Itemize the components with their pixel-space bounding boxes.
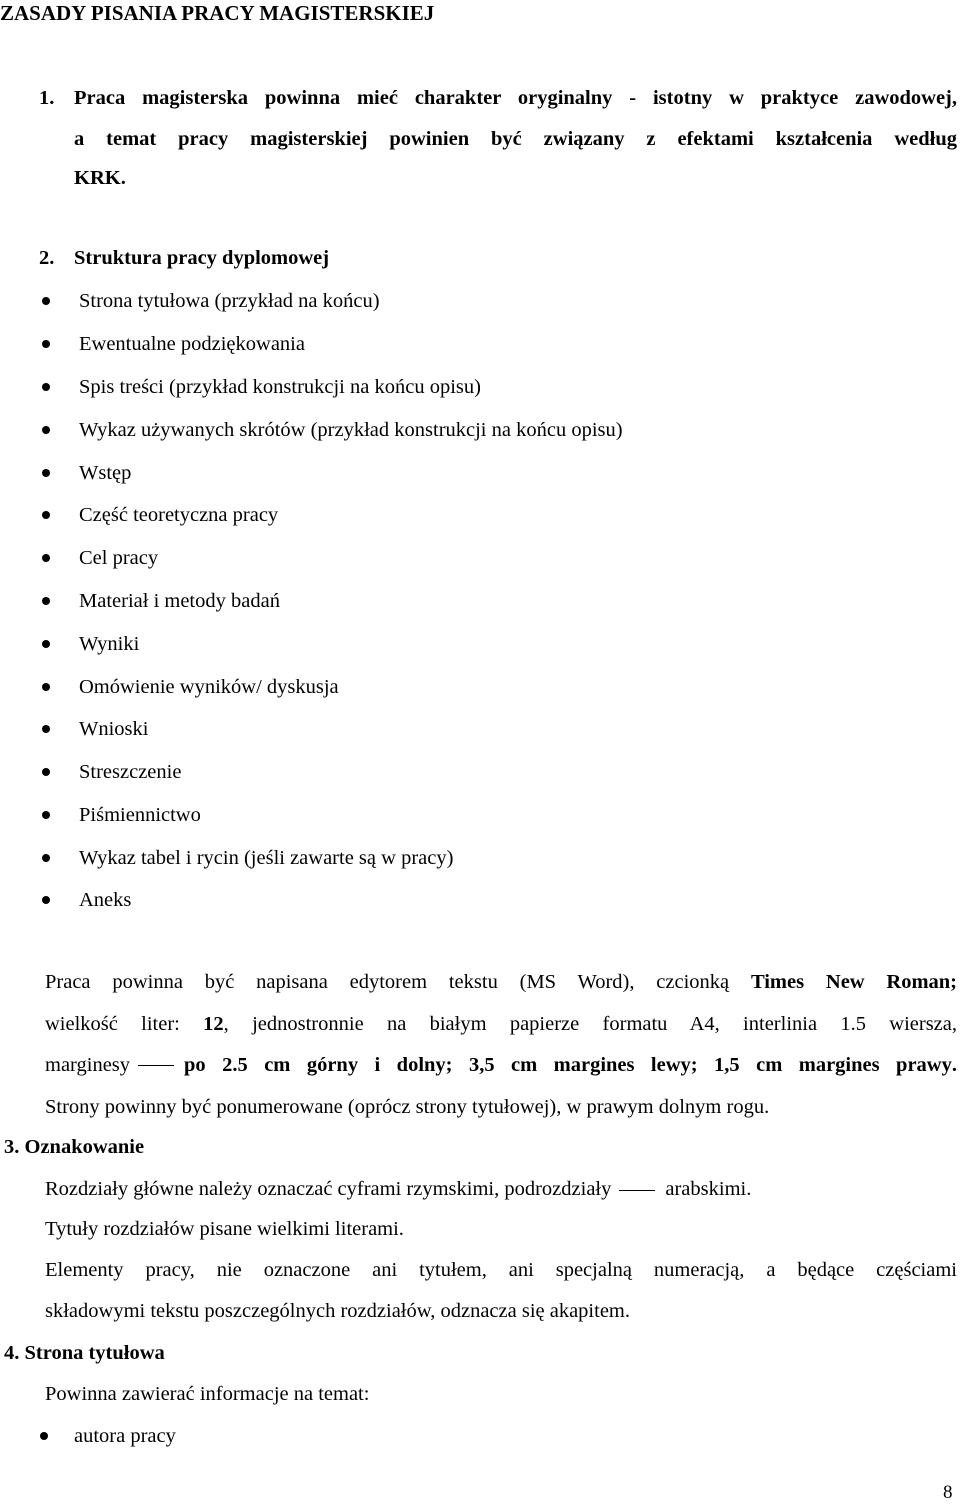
font-size-value: 12: [203, 1013, 224, 1035]
section1-line3: KRK.: [74, 167, 126, 189]
dash-icon: [138, 1065, 174, 1066]
bullet-icon: [42, 297, 50, 305]
document-title: ZASADY PISANIA PRACY MAGISTERSKIEJ: [0, 1, 435, 25]
section1-line1: Praca magisterska powinna mieć charakter oryginalny - istotny w praktyce zawodowej,: [74, 87, 957, 109]
format-para-line4: Strony powinny być ponumerowane (oprócz strony tytułowej), w prawym dolnym rogu.: [45, 1096, 770, 1118]
bullet-icon: [42, 683, 50, 691]
format-para-line3: [45, 1055, 957, 1076]
list-item: Wykaz tabel i rycin (jeśli zawarte są w pracy): [79, 847, 454, 869]
bullet-icon: [42, 597, 50, 605]
section3-line1: [45, 1179, 751, 1200]
list-item: Spis treści (przykład konstrukcji na końcu opisu): [79, 376, 481, 398]
font-name: Times New Roman;: [750, 971, 958, 993]
list-item: Cel pracy: [79, 547, 159, 569]
list-item: Wnioski: [79, 718, 149, 740]
list-item: Część teoretyczna pracy: [79, 504, 279, 526]
section3-line2: Tytuły rozdziałów pisane wielkimi literami.: [45, 1218, 404, 1240]
list-item: Aneks: [79, 889, 132, 911]
section1-number: 1.: [39, 87, 55, 109]
format-text: .: [951, 1054, 957, 1076]
list-item: autora pracy: [74, 1425, 176, 1447]
section3-line4: składowymi tekstu poszczególnych rozdziałów, odznacza się akapitem.: [45, 1300, 630, 1322]
bullet-icon: [42, 340, 50, 348]
bullet-icon: [42, 640, 50, 648]
bullet-icon: [42, 426, 50, 434]
section1-line2: a temat pracy magisterskiej powinien być związany z efektami kształcenia według: [74, 128, 957, 150]
bullet-icon: [42, 511, 50, 519]
list-item: Wyniki: [79, 633, 140, 655]
format-text: Praca powinna być napisana edytorem tekstu (MS Word), czcionką: [45, 971, 730, 993]
format-para-line1: [45, 972, 957, 993]
section3-heading: 3. Oznakowanie: [4, 1136, 145, 1158]
bullet-icon: [40, 1432, 48, 1440]
format-text: marginesy: [45, 1054, 131, 1076]
bullet-icon: [42, 554, 50, 562]
section4-heading: 4. Strona tytułowa: [4, 1342, 165, 1364]
list-item: Omówienie wyników/ dyskusja: [79, 676, 339, 698]
format-para-line2: [45, 1014, 957, 1035]
list-item: Materiał i metody badań: [79, 590, 280, 612]
format-text: wielkość liter:: [45, 1013, 180, 1035]
list-item: Wstęp: [79, 462, 132, 484]
format-text: Rozdziały główne należy oznaczać cyframi rzymskimi, podrozdziały: [45, 1178, 612, 1200]
bullet-icon: [42, 854, 50, 862]
list-item: Strona tytułowa (przykład na końcu): [79, 290, 380, 312]
section3-line3: Elementy pracy, nie oznaczone ani tytułem, ani specjalną numeracją, a będące częściami: [45, 1259, 957, 1281]
list-item: Wykaz używanych skrótów (przykład konstrukcji na końcu opisu): [79, 419, 623, 441]
list-item: Ewentualne podziękowania: [79, 333, 305, 355]
section2-heading: Struktura pracy dyplomowej: [74, 247, 330, 269]
page-number: 8: [943, 1482, 953, 1503]
bullet-icon: [42, 469, 50, 477]
bullet-icon: [42, 811, 50, 819]
margins-value: po 2.5 cm górny i dolny; 3,5 cm margines lewy; 1,5 cm margines prawy: [184, 1054, 952, 1076]
format-text: , jednostronnie na białym papierze formatu A4, interlinia 1.5 wiersza,: [223, 1013, 957, 1035]
list-item: Piśmiennictwo: [79, 804, 201, 826]
section2-number: 2.: [39, 247, 55, 269]
dash-icon: [619, 1190, 655, 1191]
section4-intro: Powinna zawierać informacje na temat:: [45, 1383, 370, 1405]
list-item: Streszczenie: [79, 761, 182, 783]
bullet-icon: [42, 768, 50, 776]
bullet-icon: [42, 725, 50, 733]
bullet-icon: [42, 383, 50, 391]
bullet-icon: [42, 896, 50, 904]
format-text: arabskimi.: [665, 1178, 752, 1200]
